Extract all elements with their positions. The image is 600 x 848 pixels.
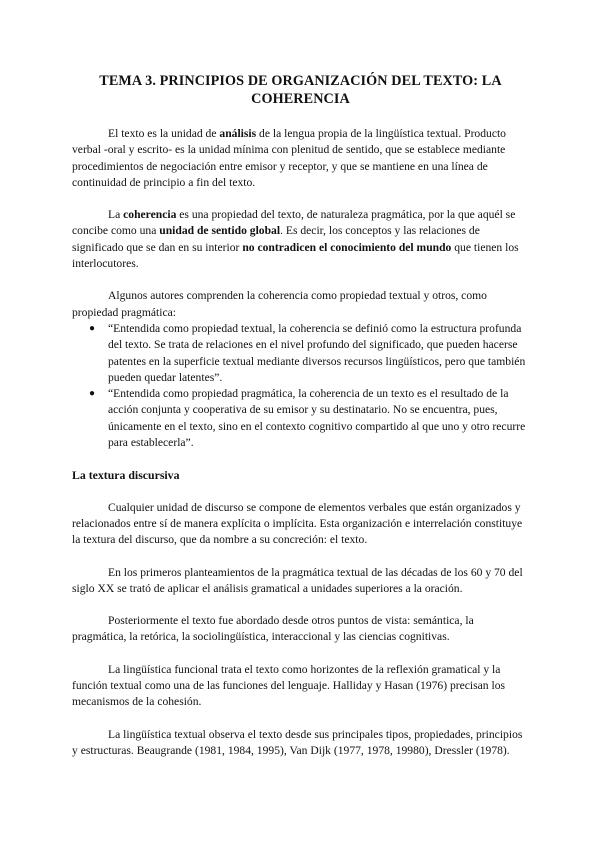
p1-text-c: de la lengua propia de la lingüística textual. Producto verbal -oral y escrito- es la unidad mínima con plenitud de sentido, que se establece mediante procedimientos de negociación entre emisor y receptor, y que se mantiene en una línea de continuidad de principio a fin del texto. — [72, 127, 506, 189]
list-item — [72, 386, 529, 451]
p2-text-a: La — [108, 208, 124, 222]
paragraph-texto-definicion — [72, 126, 529, 191]
p1-bold-analisis: análisis — [219, 127, 257, 140]
quote-list — [72, 321, 529, 451]
p2-bold-no-contradicen: no contradicen el conocimiento del mundo — [242, 240, 452, 254]
p2-bold-coherencia: coherencia — [123, 208, 177, 222]
list-item — [72, 321, 529, 386]
paragraph-coherencia — [72, 207, 529, 272]
quote-text-2: “Entendida como propiedad pragmática, la coherencia de un texto es el resultado de la acción conjunta y cooperativa de su emisor y su destinatario. No se encuentra, pues, únicamente en el texto, sino en el contexto cognitivo compartido al que uno y otro recurre para establecerla”. — [108, 387, 526, 450]
p2-text-c: es una propiedad del texto, de naturaleza pragmática, por la que aquél se concibe como una — [72, 208, 516, 238]
p2-text-g: que tienen los interlocutores. — [72, 240, 519, 271]
paragraph-primeros-planteamientos: En los primeros planteamientos de la pragmática textual de las décadas de los 60 y 70 del siglo XX se trató de aplicar el análisis gramatical a unidades superiores a la oración. — [72, 565, 523, 595]
paragraph-unidad-discurso: Cualquier unidad de discurso se compone de elementos verbales que están organizados y relacionados entre sí de manera explícita o implícita. Esta organización e interrelación constituye la textura del discurso, que da nombre a su concreción: el texto. — [72, 500, 523, 547]
page-title — [72, 72, 529, 108]
p1-text-a: El texto es la unidad de — [108, 127, 220, 140]
bullet-icon: ● — [89, 322, 96, 334]
bullet-icon: ● — [89, 388, 96, 400]
paragraph-autores: Algunos autores comprenden la coherencia como propiedad textual y otros, como propiedad pragmática: — [72, 289, 487, 319]
p2-text-e: . Es decir, los conceptos y las relaciones de significado que se dan en su interior — [72, 224, 480, 254]
section-heading: La textura discursiva — [72, 468, 180, 483]
p2-bold-unidad: unidad de sentido global — [159, 224, 281, 238]
title-line-2: COHERENCIA — [251, 91, 350, 107]
title-line-1: TEMA 3. PRINCIPIOS DE ORGANIZACIÓN DEL TEXTO: LA — [99, 73, 502, 89]
paragraph-posteriormente: Posteriormente el texto fue abordado desde otros puntos de vista: semántica, la pragmática, la retórica, la sociolingüística, interaccional y las ciencias cognitivas. — [72, 614, 474, 644]
paragraph-linguistica-funcional: La lingüística funcional trata el texto como horizontes de la reflexión gramatical y la función textual como una de las funciones del lenguaje. Halliday y Hasan (1976) precisan los mecanismos de la cohesión. — [72, 662, 506, 709]
quote-text-1: “Entendida como propiedad textual, la coherencia se definió como la estructura profunda del texto. Se trata de relaciones en el nivel profundo del significado, que pueden hacerse patentes en la superficie textual mediante diversos recursos lingüísticos, pero que también pueden quedar latentes”. — [108, 321, 526, 384]
paragraph-linguistica-textual: La lingüística textual observa el texto desde sus principales tipos, propiedades, principios y estructuras. Beaugrande (1981, 1984, 1995), Van Dijk (1977, 1978, 19980), Dressler (1978). — [72, 727, 523, 757]
